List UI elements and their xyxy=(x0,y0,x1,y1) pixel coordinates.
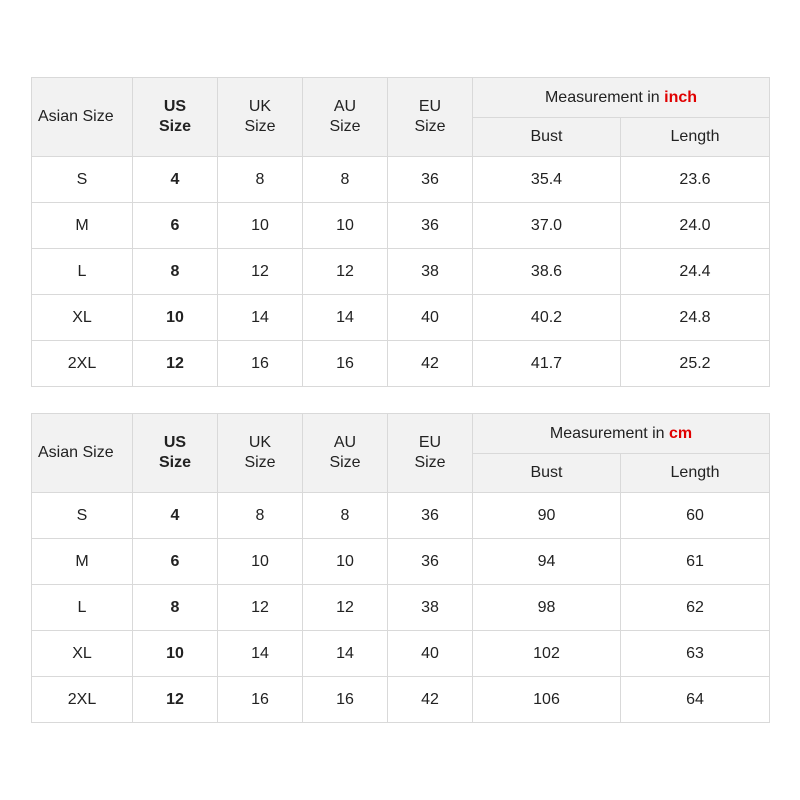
measurement-header xyxy=(473,414,770,454)
asian-size-cell: 2XL xyxy=(32,341,133,387)
eu-size-header-line2: Size xyxy=(414,454,446,471)
uk-size-header xyxy=(218,414,303,493)
us-size-header-line1: US xyxy=(163,98,187,115)
measurement-unit: cm xyxy=(669,424,693,442)
uk-size-cell: 10 xyxy=(218,539,303,585)
table-row xyxy=(32,539,770,585)
asian-size-cell: M xyxy=(32,539,133,585)
size-table-cm xyxy=(31,413,770,723)
eu-size-cell: 36 xyxy=(388,203,473,249)
eu-size-cell: 36 xyxy=(388,157,473,203)
au-size-header-line2: Size xyxy=(329,454,361,471)
au-size-header xyxy=(303,414,388,493)
measurement-header xyxy=(473,78,770,118)
au-size-cell: 8 xyxy=(303,493,388,539)
table-row xyxy=(32,341,770,387)
us-size-cell: 12 xyxy=(133,677,218,723)
asian-size-cell: S xyxy=(32,157,133,203)
header-row xyxy=(32,414,770,454)
us-size-header-line1: US xyxy=(163,434,187,451)
table-row xyxy=(32,585,770,631)
asian-size-cell: L xyxy=(32,585,133,631)
us-size-cell: 8 xyxy=(133,585,218,631)
us-size-cell: 10 xyxy=(133,631,218,677)
us-size-cell: 6 xyxy=(133,203,218,249)
eu-size-header-line1: EU xyxy=(418,434,442,451)
table-row xyxy=(32,203,770,249)
bust-cell: 94 xyxy=(473,539,621,585)
uk-size-cell: 8 xyxy=(218,157,303,203)
eu-size-cell: 38 xyxy=(388,585,473,631)
length-cell: 62 xyxy=(621,585,770,631)
asian-size-cell: S xyxy=(32,493,133,539)
bust-header: Bust xyxy=(473,118,621,157)
eu-size-cell: 40 xyxy=(388,295,473,341)
asian-size-header: Asian Size xyxy=(32,78,133,157)
asian-size-header: Asian Size xyxy=(32,414,133,493)
au-size-cell: 14 xyxy=(303,295,388,341)
us-size-header xyxy=(133,78,218,157)
table-body xyxy=(32,493,770,723)
uk-size-header-line2: Size xyxy=(244,118,276,135)
asian-size-cell: XL xyxy=(32,295,133,341)
uk-size-header xyxy=(218,78,303,157)
bust-cell: 90 xyxy=(473,493,621,539)
bust-cell: 98 xyxy=(473,585,621,631)
eu-size-header-line2: Size xyxy=(414,118,446,135)
eu-size-cell: 36 xyxy=(388,539,473,585)
bust-cell: 41.7 xyxy=(473,341,621,387)
uk-size-cell: 16 xyxy=(218,677,303,723)
table-row xyxy=(32,677,770,723)
measurement-unit: inch xyxy=(664,88,698,106)
length-cell: 64 xyxy=(621,677,770,723)
us-size-header xyxy=(133,414,218,493)
asian-size-cell: M xyxy=(32,203,133,249)
us-size-cell: 4 xyxy=(133,157,218,203)
bust-cell: 37.0 xyxy=(473,203,621,249)
us-size-cell: 4 xyxy=(133,493,218,539)
length-cell: 24.8 xyxy=(621,295,770,341)
eu-size-header xyxy=(388,78,473,157)
bust-cell: 40.2 xyxy=(473,295,621,341)
au-size-cell: 12 xyxy=(303,585,388,631)
eu-size-cell: 36 xyxy=(388,493,473,539)
length-header: Length xyxy=(621,454,770,493)
asian-size-cell: XL xyxy=(32,631,133,677)
au-size-header-line1: AU xyxy=(333,434,357,451)
length-cell: 25.2 xyxy=(621,341,770,387)
bust-cell: 38.6 xyxy=(473,249,621,295)
au-size-cell: 10 xyxy=(303,203,388,249)
size-table-inch xyxy=(31,77,770,387)
table-row xyxy=(32,295,770,341)
table-row xyxy=(32,157,770,203)
uk-size-cell: 12 xyxy=(218,585,303,631)
uk-size-header-line1: UK xyxy=(248,98,272,115)
table-row xyxy=(32,249,770,295)
eu-size-cell: 40 xyxy=(388,631,473,677)
table-row xyxy=(32,631,770,677)
eu-size-header xyxy=(388,414,473,493)
us-size-cell: 12 xyxy=(133,341,218,387)
length-cell: 61 xyxy=(621,539,770,585)
measurement-prefix: Measurement in xyxy=(549,424,665,442)
au-size-cell: 14 xyxy=(303,631,388,677)
au-size-cell: 16 xyxy=(303,677,388,723)
au-size-cell: 10 xyxy=(303,539,388,585)
eu-size-cell: 38 xyxy=(388,249,473,295)
uk-size-header-line2: Size xyxy=(244,454,276,471)
us-size-header-line2: Size xyxy=(158,454,191,471)
uk-size-cell: 8 xyxy=(218,493,303,539)
au-size-cell: 8 xyxy=(303,157,388,203)
bust-header: Bust xyxy=(473,454,621,493)
length-cell: 60 xyxy=(621,493,770,539)
uk-size-header-line1: UK xyxy=(248,434,272,451)
length-cell: 63 xyxy=(621,631,770,677)
au-size-header-line2: Size xyxy=(329,118,361,135)
us-size-cell: 6 xyxy=(133,539,218,585)
asian-size-cell: L xyxy=(32,249,133,295)
eu-size-cell: 42 xyxy=(388,341,473,387)
uk-size-cell: 16 xyxy=(218,341,303,387)
header-row xyxy=(32,78,770,118)
uk-size-cell: 14 xyxy=(218,631,303,677)
eu-size-header-line1: EU xyxy=(418,98,442,115)
length-cell: 24.0 xyxy=(621,203,770,249)
au-size-cell: 16 xyxy=(303,341,388,387)
table-row xyxy=(32,493,770,539)
au-size-header xyxy=(303,78,388,157)
au-size-cell: 12 xyxy=(303,249,388,295)
us-size-cell: 10 xyxy=(133,295,218,341)
uk-size-cell: 10 xyxy=(218,203,303,249)
asian-size-cell: 2XL xyxy=(32,677,133,723)
measurement-prefix: Measurement in xyxy=(544,88,660,106)
length-cell: 24.4 xyxy=(621,249,770,295)
length-header: Length xyxy=(621,118,770,157)
eu-size-cell: 42 xyxy=(388,677,473,723)
au-size-header-line1: AU xyxy=(333,98,357,115)
bust-cell: 35.4 xyxy=(473,157,621,203)
bust-cell: 102 xyxy=(473,631,621,677)
us-size-header-line2: Size xyxy=(158,118,191,135)
length-cell: 23.6 xyxy=(621,157,770,203)
table-body xyxy=(32,157,770,387)
uk-size-cell: 12 xyxy=(218,249,303,295)
uk-size-cell: 14 xyxy=(218,295,303,341)
us-size-cell: 8 xyxy=(133,249,218,295)
bust-cell: 106 xyxy=(473,677,621,723)
